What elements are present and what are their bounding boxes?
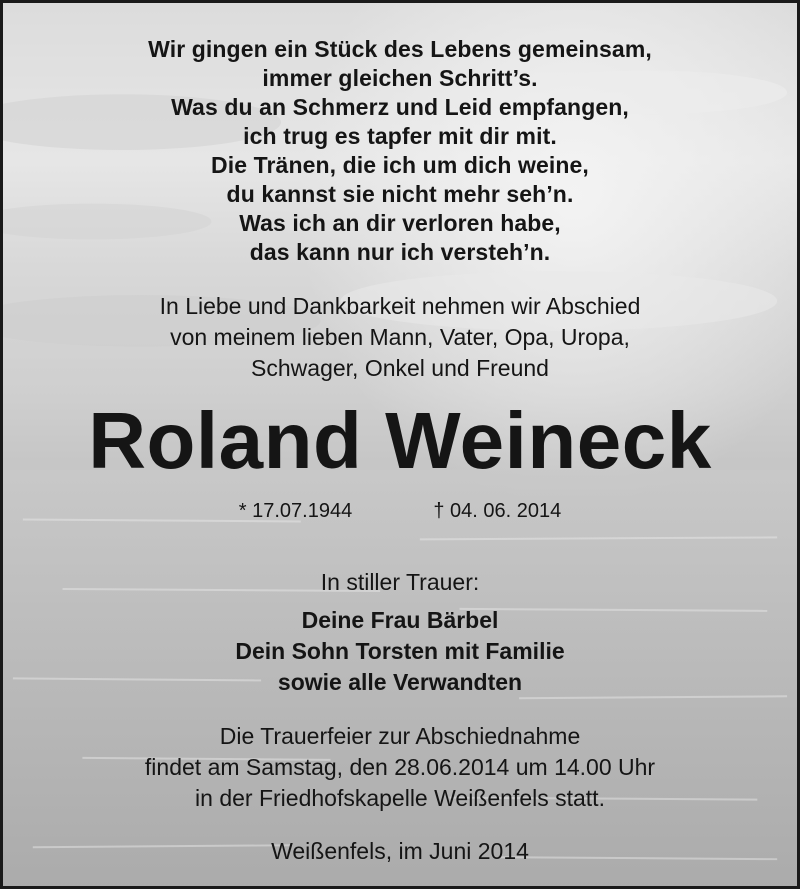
birth-date: * 17.07.1944	[238, 500, 353, 522]
poem-line: Die Tränen, die ich um dich weine,	[211, 152, 589, 178]
poem-line: Wir gingen ein Stück des Lebens gemeinsam,	[148, 36, 652, 62]
deceased-name: Roland Weineck	[88, 396, 712, 485]
mourner-line: Deine Frau Bärbel	[301, 607, 499, 633]
place-date: Weißenfels, im Juni 2014	[271, 838, 529, 864]
service-line: in der Friedhofskapelle Weißenfels statt.	[195, 785, 605, 811]
service-line: findet am Samstag, den 28.06.2014 um 14.00 Uhr	[144, 754, 656, 780]
mourner-line: Dein Sohn Torsten mit Familie	[235, 638, 565, 664]
intro-line: Schwager, Onkel und Freund	[251, 355, 549, 381]
poem-line: Was du an Schmerz und Leid empfangen,	[171, 94, 629, 120]
intro-line: In Liebe und Dankbarkeit nehmen wir Abschied	[159, 293, 641, 319]
death-date: † 04. 06. 2014	[433, 500, 562, 522]
poem-line: Was ich an dir verloren habe,	[239, 210, 561, 236]
poem-line: du kannst sie nicht mehr seh’n.	[226, 181, 574, 207]
life-dates	[3, 499, 797, 523]
poem-line: immer gleichen Schritt’s.	[262, 65, 538, 91]
poem-line: das kann nur ich versteh’n.	[249, 239, 551, 265]
intro-line: von meinem lieben Mann, Vater, Opa, Uropa,	[170, 324, 630, 350]
service-line: Die Trauerfeier zur Abschiednahme	[219, 723, 581, 749]
mourner-line: sowie alle Verwandten	[277, 669, 523, 695]
mourning-label: In stiller Trauer:	[320, 569, 480, 595]
poem-line: ich trug es tapfer mit dir mit.	[243, 123, 557, 149]
